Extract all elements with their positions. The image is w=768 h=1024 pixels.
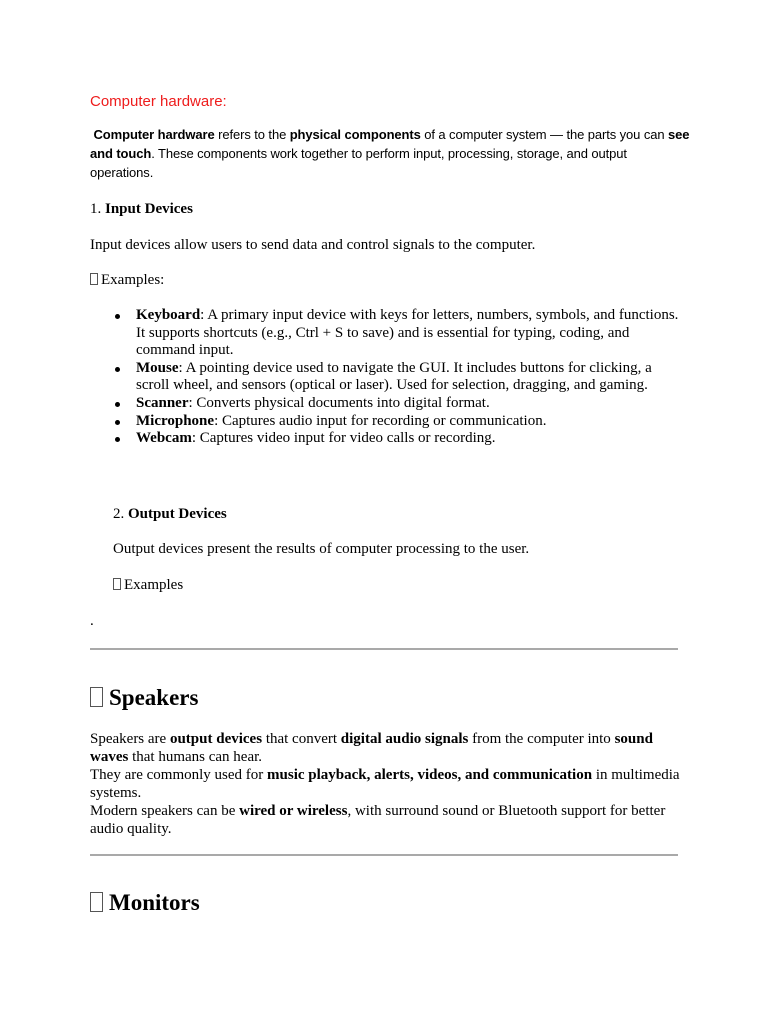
missing-glyph-icon	[90, 892, 103, 912]
input-devices-description: Input devices allow users to send data and control signals to the computer.	[90, 237, 536, 253]
divider	[90, 648, 678, 650]
bullet-icon	[115, 437, 120, 442]
list-item: Mouse: A pointing device used to navigate the GUI. It includes buttons for clicking, a scroll wheel, and sensors (optical or laser). Used for selection, dragging, and gaming.	[110, 360, 680, 395]
speakers-paragraph: Speakers are output devices that convert digital audio signals from the computer into sound waves that humans can hear. They are commonly used for music playback, alerts, videos, and communication in multimedia systems. Modern speakers can be wired or wireless, with surround sound or Bluetooth support for better audio quality.	[90, 731, 680, 837]
bullet-icon	[115, 314, 120, 319]
section-heading: Computer hardware:	[90, 93, 227, 110]
list-item: Microphone: Captures audio input for recording or communication.	[110, 413, 680, 431]
output-devices-description: Output devices present the results of computer processing to the user.	[113, 541, 530, 557]
period-text: .	[90, 613, 94, 629]
list-item: Scanner: Converts physical documents into digital format.	[110, 395, 680, 413]
bullet-icon	[115, 420, 120, 425]
monitors-heading: Monitors	[90, 889, 200, 917]
examples-label: Examples	[113, 576, 183, 594]
missing-glyph-icon	[90, 273, 98, 285]
input-devices-list	[110, 307, 680, 448]
input-devices-heading: 1. Input Devices	[90, 201, 193, 217]
intro-paragraph: Computer hardware refers to the physical components of a computer system — the parts you can see and touch. These components work together to perform input, processing, storage, and output operations.	[90, 127, 690, 180]
missing-glyph-icon	[113, 578, 121, 590]
examples-label: Examples:	[90, 271, 164, 289]
divider	[90, 854, 678, 856]
list-item: Webcam: Captures video input for video calls or recording.	[110, 430, 680, 448]
output-devices-heading: 2. Output Devices	[113, 506, 227, 522]
list-item: Keyboard: A primary input device with keys for letters, numbers, symbols, and functions. It supports shortcuts (e.g., Ctrl + S to save) and is essential for typing, coding, and command input.	[110, 307, 680, 360]
speakers-heading: Speakers	[90, 684, 198, 712]
bullet-icon	[115, 367, 120, 372]
missing-glyph-icon	[90, 687, 103, 707]
intro-bold-term: Computer hardware	[93, 127, 215, 142]
bullet-icon	[115, 402, 120, 407]
